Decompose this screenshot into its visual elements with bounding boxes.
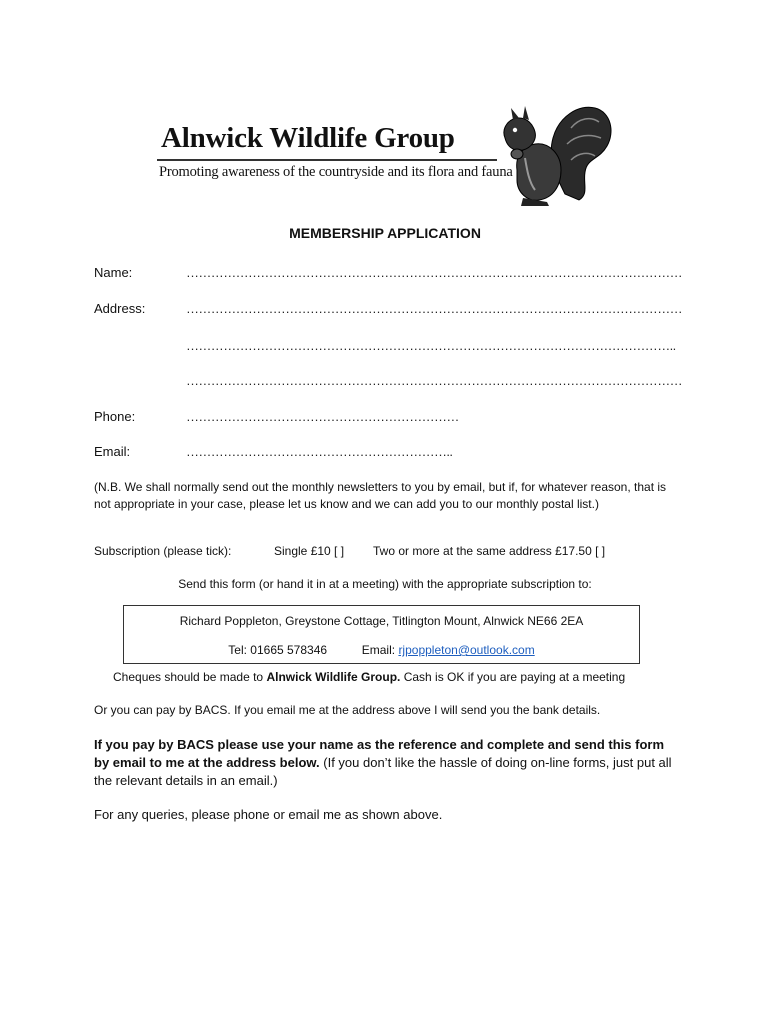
logo-tagline: Promoting awareness of the countryside and its flora and fauna [159, 164, 513, 180]
single-subscription-option[interactable]: Single £10 [ ] [274, 544, 345, 558]
bacs-instructions-bold: If you pay by BACS please use your name as the reference and complete and send this form by email to me at the address below. [94, 737, 665, 770]
phone-label: Phone: [94, 409, 136, 424]
address-field-line-1[interactable]: ………………………………………………………………………………………………………… [186, 301, 683, 316]
email-label: Email: [94, 444, 131, 459]
name-field[interactable]: ………………………………………………………………………………………………………… [186, 265, 683, 280]
cheques-prefix: Cheques should be made to [113, 670, 267, 684]
contact-box [123, 605, 640, 664]
group-logo [157, 98, 615, 208]
name-label: Name: [94, 265, 133, 280]
page-title: MEMBERSHIP APPLICATION [289, 225, 481, 241]
cheques-payee: Alnwick Wildlife Group. [266, 670, 401, 684]
bacs-instructions-normal: (If you don’t like the hassle of doing on-line forms, just put all the relevant details in an email.) [94, 755, 672, 788]
bacs-note: Or you can pay by BACS. If you email me at the address above I will send you the bank details. [94, 703, 601, 717]
email-field[interactable]: ……………………………………………………….. [186, 444, 453, 459]
send-instruction: Send this form (or hand it in at a meeting) with the appropriate subscription to: [178, 577, 592, 591]
queries-note: For any queries, please phone or email me as shown above. [94, 807, 443, 822]
bacs-instructions [94, 736, 674, 790]
family-subscription-option[interactable]: Two or more at the same address £17.50 [ ] [373, 544, 606, 558]
cheques-note [113, 670, 625, 684]
cheques-suffix: Cash is OK if you are paying at a meeting [400, 670, 626, 684]
address-label: Address: [94, 301, 146, 316]
contact-email-label: Email: [361, 643, 396, 657]
logo-title: Alnwick Wildlife Group [161, 122, 455, 154]
address-field-line-2[interactable]: ……………………………………………………………………………………………………….. [186, 338, 676, 353]
contact-phone-email [124, 643, 639, 657]
contact-address: Richard Poppleton, Greystone Cottage, Titlington Mount, Alnwick NE66 2EA [179, 614, 584, 628]
contact-email-link[interactable]: rjpoppleton@outlook.com [398, 643, 535, 657]
newsletter-note: (N.B. We shall normally send out the monthly newsletters to you by email, but if, for whatever reason, that is not appropriate in your case, please let us know and we can add you to our monthly postal list.) [94, 480, 667, 511]
logo-rule [157, 159, 497, 161]
squirrel-icon [487, 98, 615, 208]
address-field-line-3[interactable]: ………………………………………………………………………………………………………… [186, 373, 683, 388]
contact-tel: Tel: 01665 578346 [228, 643, 328, 657]
subscription-label: Subscription (please tick): [94, 544, 232, 558]
phone-field[interactable]: ………………………………………………………… [186, 409, 459, 424]
